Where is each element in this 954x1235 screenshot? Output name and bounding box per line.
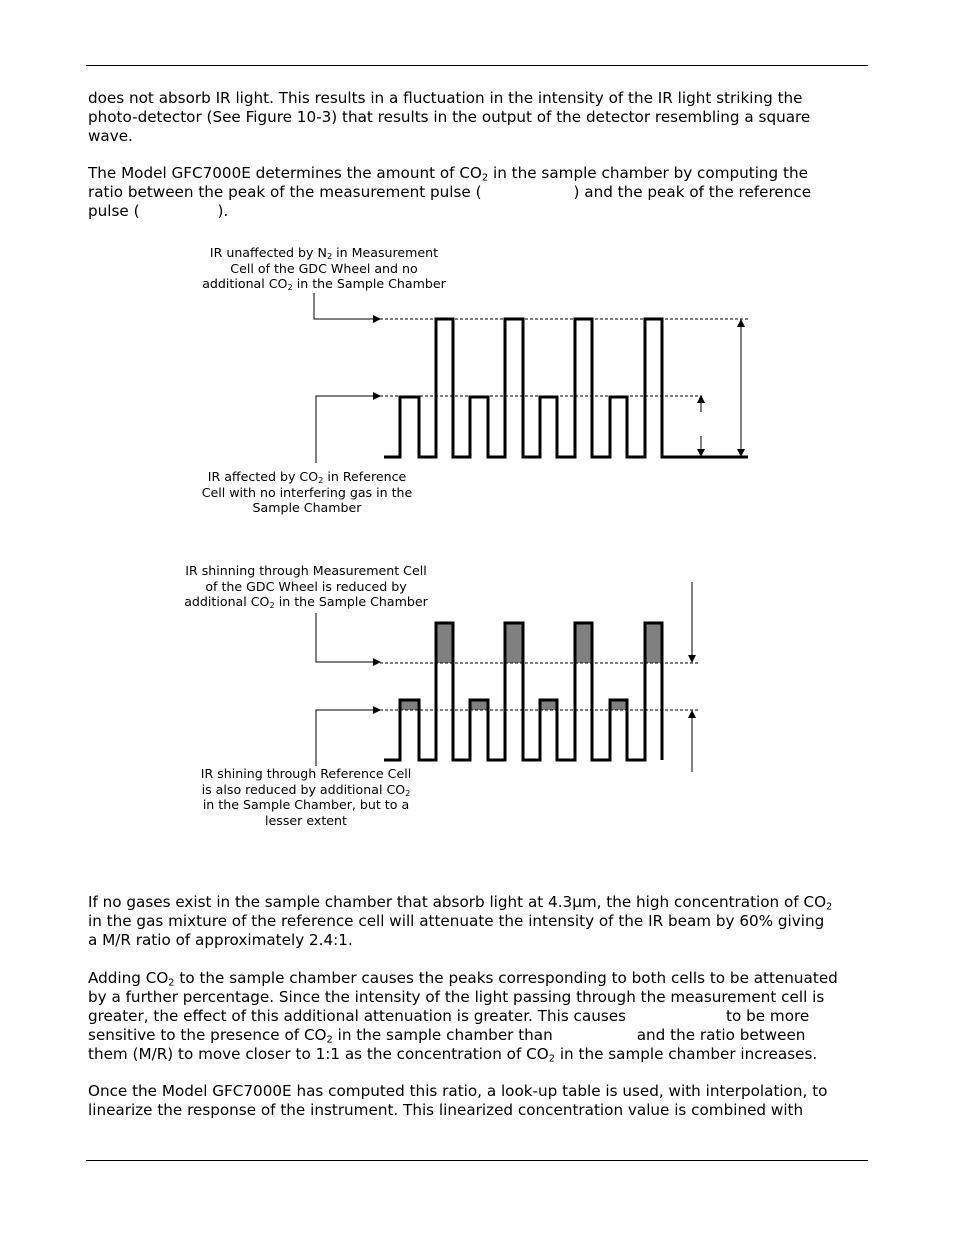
text-line: ratio between the peak of the measurement pulse ( ) and the peak of the reference [88, 183, 812, 201]
text-line: photo-detector (See Figure 10-3) that results in the output of the detector resembling a square [88, 108, 811, 126]
label-reference-affected: IR affected by $CO_2$ in Reference Cell with no interfering gas in the Sample Chamber [201, 469, 413, 516]
paragraph-4 [88, 969, 863, 1064]
text-line: Once the Model GFC7000E has computed this ratio, a look-up table is used, with interpolation, to [88, 1082, 828, 1100]
paragraph-3 [88, 893, 863, 950]
label-measurement-unaffected: IR unaffected by $N_2$ in Measurement Cell of the GDC Wheel and no additional $CO_2$ in the Sample Chamber [202, 245, 446, 293]
text-line: by a further percentage. Since the intensity of the light passing through the measurement cell is [88, 988, 825, 1006]
top-waveform [314, 293, 748, 463]
text-line: pulse ( ). [88, 202, 229, 220]
label-reference-reduced: IR shining through Reference Cell is also reduced by additional $CO_2$ in the Sample Chamber, but to a lesser extent [200, 766, 412, 829]
text-line: in the gas mixture of the reference cell will attenuate the intensity of the IR beam by 60% giving [88, 912, 825, 930]
text-line: sensitive to the presence of $CO_2$ in the sample chamber than and the ratio between [88, 1026, 806, 1046]
text-line: them (M/R) to move closer to 1:1 as the concentration of $CO_2$ in the sample chamber increases. [88, 1045, 818, 1065]
bottom-waveform [316, 582, 700, 772]
text-line: Adding $CO_2$ to the sample chamber causes the peaks corresponding to both cells to be attenuated [88, 969, 838, 989]
paragraph-5 [88, 1082, 863, 1120]
text-line: If no gases exist in the sample chamber that absorb light at 4.3µm, the high concentration of $CO_2$ [88, 893, 833, 913]
label-measurement-reduced: IR shinning through Measurement Cell of the GDC Wheel is reduced by additional $CO_2$ in the Sample Chamber [184, 563, 428, 611]
text-line: linearize the response of the instrument. This linearized concentration value is combined with [88, 1101, 804, 1119]
footer-rule [86, 1160, 868, 1161]
text-line: does not absorb IR light. This results in a fluctuation in the intensity of the IR light striking the [88, 89, 803, 107]
text-line: The Model GFC7000E determines the amount of $CO_2$ in the sample chamber by computing the [88, 164, 808, 184]
text-line: a M/R ratio of approximately 2.4:1. [88, 931, 353, 949]
text-line: wave. [88, 127, 133, 145]
text-line: greater, the effect of this additional attenuation is greater. This causes to be more [88, 1007, 810, 1025]
